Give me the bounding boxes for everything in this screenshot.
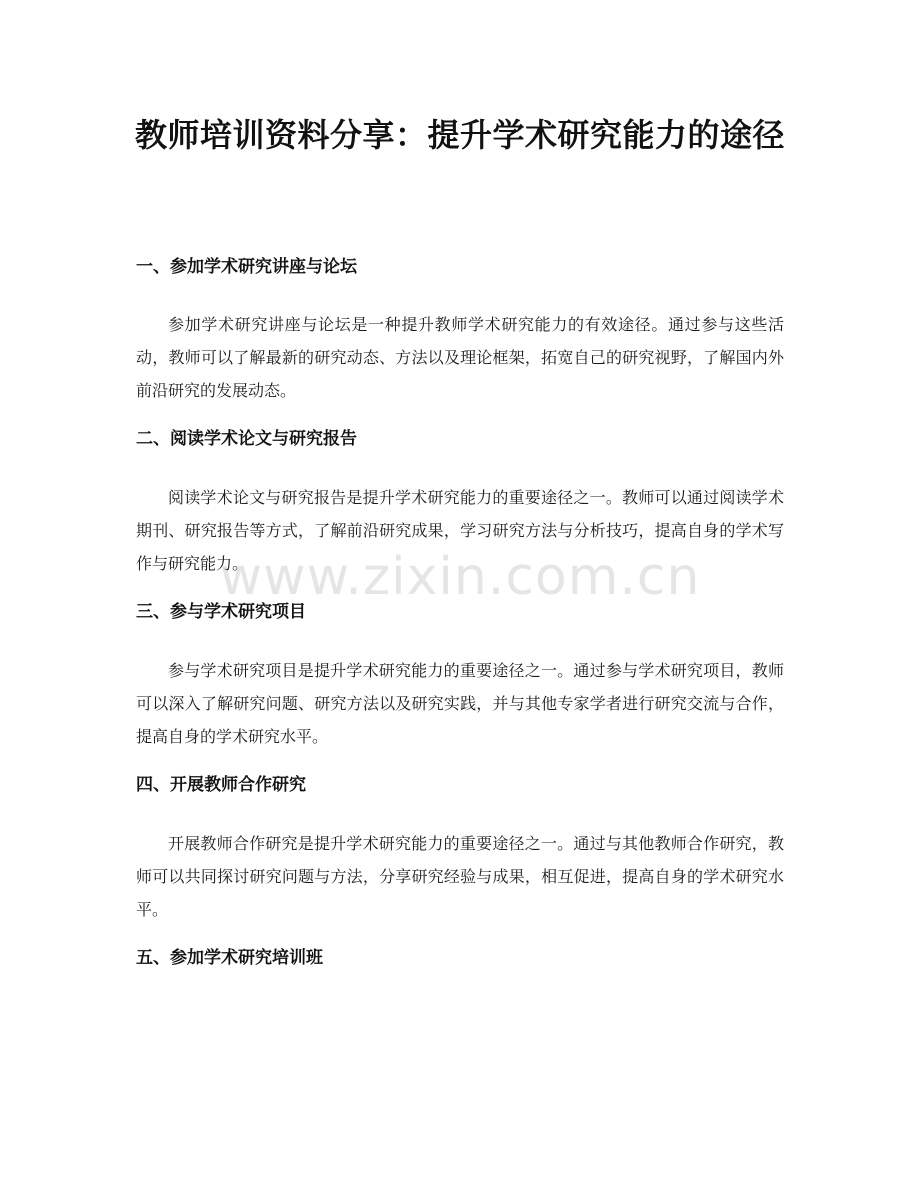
section-heading: 五、参加学术研究培训班 <box>136 948 323 968</box>
section-heading: 二、阅读学术论文与研究报告 <box>136 429 357 449</box>
watermark: www.zixin.com.cn <box>219 547 701 607</box>
section-1 <box>136 255 784 407</box>
section-4 <box>136 773 784 926</box>
document-title: 教师培训资料分享：提升学术研究能力的途径 <box>134 116 785 154</box>
section-5 <box>136 946 784 970</box>
section-paragraph: 参加学术研究讲座与论坛是一种提升教师学术研究能力的有效途径。通过参与这些活动，教师可以了解最新的研究动态、方法以及理论框架，拓宽自己的研究视野，了解国内外前沿研究的发展动态。 <box>136 315 784 400</box>
section-paragraph: 开展教师合作研究是提升学术研究能力的重要途径之一。通过与其他教师合作研究，教师可以共同探讨研究问题与方法，分享研究经验与成果，相互促进，提高自身的学术研究水平。 <box>136 834 784 919</box>
section-paragraph: 参与学术研究项目是提升学术研究能力的重要途径之一。通过参与学术研究项目，教师可以深入了解研究问题、研究方法以及研究实践，并与其他专家学者进行研究交流与合作，提高自身的学术研究水平。 <box>136 661 784 746</box>
section-2 <box>136 427 784 580</box>
section-heading: 三、参与学术研究项目 <box>136 602 306 622</box>
section-heading: 一、参加学术研究讲座与论坛 <box>136 257 357 277</box>
section-paragraph: 阅读学术论文与研究报告是提升学术研究能力的重要途径之一。教师可以通过阅读学术期刊、研究报告等方式，了解前沿研究成果，学习研究方法与分析技巧，提高自身的学术写作与研究能力。 <box>136 488 784 573</box>
section-3 <box>136 600 784 753</box>
section-heading: 四、开展教师合作研究 <box>136 775 306 795</box>
